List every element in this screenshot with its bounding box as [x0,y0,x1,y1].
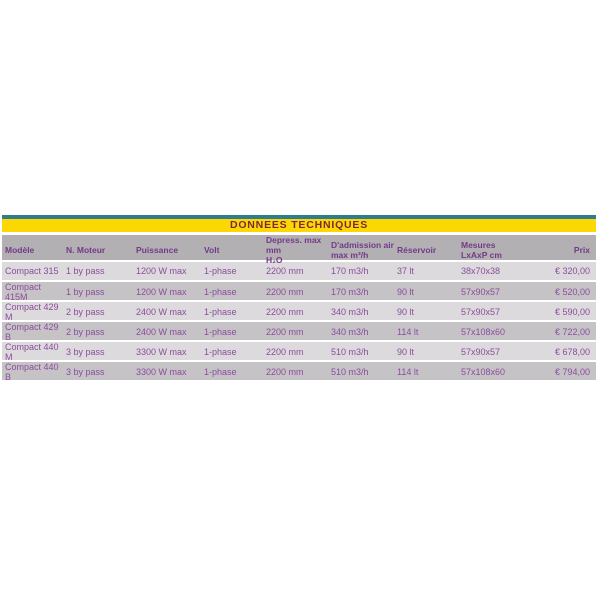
cell-admission: 340 m3/h [331,307,369,317]
col-header-depression: Depress. max mm H₂O [266,235,322,265]
cell-moteur: 3 by pass [66,367,105,377]
cell-mesures: 57x90x57 [461,307,501,317]
cell-depression: 2200 mm [266,347,304,357]
cell-modele: Compact 440 M [5,342,59,362]
cell-moteur: 2 by pass [66,307,105,317]
col-header-moteur: N. Moteur [66,245,106,255]
table-row [2,302,596,320]
cell-depression: 2200 mm [266,287,304,297]
cell-reservoir: 37 lt [397,266,415,276]
cell-prix: € 520,00 [554,287,590,297]
cell-puissance: 1200 W max [136,287,187,297]
cell-volt: 1-phase [204,367,237,377]
table-row [2,322,596,340]
cell-prix: € 590,00 [554,307,590,317]
cell-mesures: 57x90x57 [461,287,501,297]
col-header-volt: Volt [204,245,220,255]
cell-mesures: 57x90x57 [461,347,501,357]
cell-puissance: 1200 W max [136,266,187,276]
cell-mesures: 57x108x60 [461,327,506,337]
cell-prix: € 794,00 [554,367,590,377]
cell-modele: Compact 429 B [5,322,59,342]
cell-reservoir: 90 lt [397,307,415,317]
cell-modele: Compact 315 [5,266,59,276]
cell-admission: 510 m3/h [331,347,369,357]
title-band [2,219,596,232]
cell-reservoir: 114 lt [397,367,419,377]
cell-volt: 1-phase [204,287,237,297]
cell-depression: 2200 mm [266,307,304,317]
cell-mesures: 57x108x60 [461,367,506,377]
cell-volt: 1-phase [204,307,237,317]
cell-mesures: 38x70x38 [461,266,501,276]
cell-admission: 170 m3/h [331,287,369,297]
col-header-mesures: Mesures LxAxP cm [461,240,502,260]
cell-reservoir: 90 lt [397,347,415,357]
technical-data-table [2,215,596,380]
cell-puissance: 2400 W max [136,307,187,317]
table-header-row [2,235,596,265]
cell-depression: 2200 mm [266,266,304,276]
cell-moteur: 1 by pass [66,266,105,276]
cell-prix: € 722,00 [554,327,590,337]
col-header-admission-air: D'admission air max m³/h [331,240,394,260]
table-row [2,362,596,380]
cell-moteur: 1 by pass [66,287,105,297]
cell-reservoir: 90 lt [397,287,415,297]
cell-puissance: 3300 W max [136,367,187,377]
table-title: DONNEES TECHNIQUES [229,219,369,231]
cell-volt: 1-phase [204,266,237,276]
cell-volt: 1-phase [204,347,237,357]
cell-modele: Compact 429 M [5,302,59,322]
cell-puissance: 3300 W max [136,347,187,357]
cell-depression: 2200 mm [266,327,304,337]
col-header-reservoir: Réservoir [397,245,437,255]
cell-admission: 170 m3/h [331,266,369,276]
cell-volt: 1-phase [204,327,237,337]
col-header-puissance: Puissance [136,245,179,255]
col-header-modele: Modèle [5,245,35,255]
cell-modele: Compact 415M [5,282,42,302]
cell-prix: € 320,00 [554,266,590,276]
cell-prix: € 678,00 [554,347,590,357]
cell-admission: 340 m3/h [331,327,369,337]
cell-depression: 2200 mm [266,367,304,377]
cell-reservoir: 114 lt [397,327,419,337]
cell-modele: Compact 440 B [5,362,59,382]
table-row [2,342,596,360]
cell-moteur: 2 by pass [66,327,105,337]
col-header-prix: Prix [573,245,590,255]
cell-admission: 510 m3/h [331,367,369,377]
cell-moteur: 3 by pass [66,347,105,357]
cell-puissance: 2400 W max [136,327,187,337]
table-row [2,282,596,300]
